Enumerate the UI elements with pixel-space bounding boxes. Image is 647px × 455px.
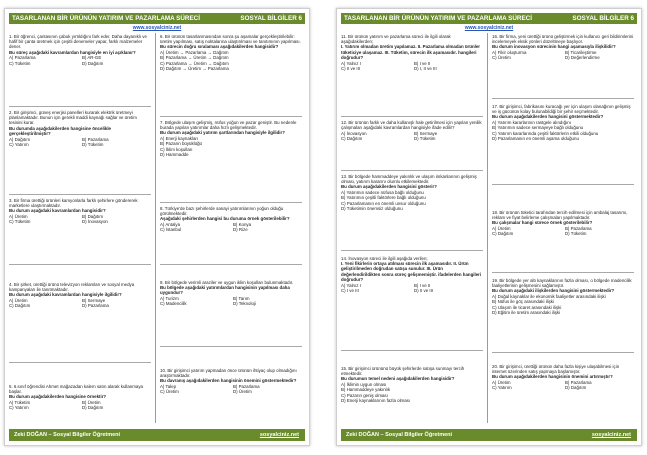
question-stem: Bu durum aşağıdaki kavramlardan hangisidir? xyxy=(9,208,106,214)
option-b[interactable]: B) Pazarlama xyxy=(565,380,592,386)
option-b[interactable]: B) I ve II xyxy=(414,282,431,288)
question-separator xyxy=(492,184,634,185)
option-c[interactable]: C) Pazarın geniş olması xyxy=(341,392,388,398)
question-separator xyxy=(9,194,151,195)
option-d[interactable]: D) Eğitim ile üretim arasındaki ilişki xyxy=(492,309,561,315)
option-a[interactable]: A) Üretim xyxy=(9,298,28,304)
site-link[interactable]: www.sosyalciniz.net xyxy=(464,25,514,31)
option-d[interactable]: D) Hammadde xyxy=(160,151,189,157)
option-a[interactable]: A) Enerji kaynakları xyxy=(160,136,199,142)
option-c[interactable]: C) Tüketim xyxy=(9,60,31,66)
option-b[interactable]: B) Pazarın büyüklüğü xyxy=(160,141,202,147)
option-c[interactable]: C) Ulaşım ile ticaret arasındaki ilişki xyxy=(492,304,562,310)
option-c[interactable]: C) Dağıtım xyxy=(341,136,363,142)
option-a[interactable]: A) Talep xyxy=(160,384,177,390)
option-a[interactable]: A) Tüketim xyxy=(9,400,31,406)
option-d[interactable]: D) II ve III xyxy=(414,287,434,293)
option-b[interactable]: B) Pazarlama xyxy=(82,136,109,142)
option-c[interactable]: C) Tüketim xyxy=(9,219,31,225)
option-a[interactable]: A) Yatırımın sadece nüfusa bağlı olduğunu xyxy=(341,190,424,196)
option-b[interactable]: B) Üretim xyxy=(82,400,101,406)
header-title: TASARLANAN BİR ÜRÜNÜN YATIRIM VE PAZARLAMA SÜRECİ xyxy=(344,15,532,22)
question-9 xyxy=(160,280,302,307)
footer-site-link[interactable]: sosyalciniz.net xyxy=(259,432,299,438)
question-2 xyxy=(9,110,151,147)
question-stem: Bu durum aşağıdakilerden hangisine örnektir? xyxy=(9,394,107,400)
question-text: 19. Bir bölgede yer altı kaynaklarının fazla olması, o bölgede madencilik faaliyetlerinin gelişmesini sağlamıştır. xyxy=(492,278,632,289)
question-16 xyxy=(492,34,634,61)
option-b[interactable]: B) Ticarileştirme xyxy=(565,50,597,56)
option-a[interactable]: A) Fikir oluşturma xyxy=(492,50,527,56)
question-separator xyxy=(9,106,151,107)
question-stem: I. Yeni fikirlerin ortaya atılması sürecin ilk aşamasıdır. II. Ürün geliştirilmeden doğrudan satışa sunulur. III. Ürün değerlendirildikten sonra süreç gelişmemiştir. ifadelerden hangileri doğrudur? xyxy=(341,261,482,282)
option-a[interactable]: A) Doğal kaynaklar ile ekonomik faaliyetler arasındaki ilişki xyxy=(492,294,606,300)
question-separator xyxy=(341,350,483,351)
option-b[interactable]: B) I ve II xyxy=(414,60,431,66)
option-a[interactable]: A) Üretim xyxy=(9,214,28,220)
option-a[interactable]: A) Üretim xyxy=(492,380,511,386)
header-title: TASARLANAN BİR ÜRÜNÜN YATIRIM VE PAZARLAMA SÜRECİ xyxy=(12,15,200,22)
question-stem: Bu durum aşağıdaki kavramlardan hangisiyle ilgilidir? xyxy=(9,292,122,298)
question-text: 7. Bölgede ulaşım gelişmiş, nüfus yoğun ve pazar geniştir. Bu nedenle burada yapılan yatırımlar daha hızlı gelişmektedir. xyxy=(160,120,297,131)
option-d[interactable]: D) Pazarlamanın en önemli aşama olduğunu xyxy=(492,135,579,141)
question-stem: Bu durum aşağıdaki yatırım şartlarından hangisiyle ilgilidir? xyxy=(160,130,285,136)
option-a[interactable]: A) İnovasyon xyxy=(341,130,367,136)
question-text: 3. Bir firma ürettiği ürünleri kamyonlarla farklı şehirlere göndererek marketlere ulaştırmaktadır. xyxy=(9,198,138,209)
option-a[interactable]: A) İklimin uygun olması xyxy=(341,382,387,388)
option-a[interactable]: A) Yalnız I xyxy=(341,60,361,66)
option-b[interactable]: B) Nüfus ile göç arasındaki ilişki xyxy=(492,299,554,305)
question-12 xyxy=(341,120,483,141)
question-separator xyxy=(492,352,634,353)
question-text: 5. 6.sınıf öğrendisi Ahmet mağazadan kalem satın alarak kullanmaya başlar. xyxy=(9,384,143,395)
worksheet-page-2 xyxy=(336,8,642,446)
option-c[interactable]: C) İklim koşulları xyxy=(160,146,193,152)
option-d[interactable]: D) Teknoloji xyxy=(233,301,256,307)
option-a[interactable]: A) Antalya xyxy=(160,222,181,228)
option-a[interactable]: A) Yalnız I xyxy=(341,282,361,288)
option-c[interactable]: C) I ve III xyxy=(341,287,359,293)
option-c[interactable]: C) Yatırım xyxy=(9,405,29,411)
question-stem: I. Yatırım olmadan üretim yapılamaz. II. Pazarlama olmadan ürünler tüketiciye ulaşamaz. III. Tüketim, sürecin ilk aşamasıdır. hangileri doğrudur? xyxy=(341,44,481,60)
option-b[interactable]: B) Pazarlama xyxy=(233,384,260,390)
question-text: 6. Bir ürünün tasarlanmasından sonra şu aşamalar gerçekleştirilebilir: üretim yapılması, satış noktalarına ulaştırılması ve tanıtımının yapılması. xyxy=(160,34,301,45)
option-d[interactable]: D) Pazarlama xyxy=(82,303,109,309)
footer-site-link[interactable]: sosyalciniz.net xyxy=(591,432,631,438)
question-separator xyxy=(341,116,483,117)
option-c[interactable]: C) Üretim xyxy=(160,389,179,395)
question-text: 10. Bir girişimci yatırım yapmadan önce ürünün ihtiyaç olup olmadığını araştırmaktadır. xyxy=(160,368,297,379)
question-stem: Bu durum aşağıdaki ilişkilerden hangisini göstermektedir? xyxy=(492,288,615,294)
option-b[interactable]: B) Yatırımın çeşitli faktörlere bağlı olduğunu xyxy=(341,195,426,201)
question-15 xyxy=(341,366,483,403)
option-a[interactable]: A) Pazarlama xyxy=(9,55,36,61)
question-10 xyxy=(160,368,302,395)
question-13 xyxy=(341,174,483,211)
option-b[interactable]: B) Pazarlama → Üretim → Dağıtım xyxy=(160,55,229,61)
option-c[interactable]: C) II ve III xyxy=(341,65,361,71)
question-text: 12. Bir ürünün farklı ve daha kullanışlı hale getirilmesi için yapılan yenilik çalışmaları aşağıdaki kavramlardan hangisiyle ifade edilir? xyxy=(341,120,482,131)
question-1 xyxy=(9,34,151,66)
question-text: 18. Bir ürünün tüketici tarafından tercih edilmesi için ambalaj tasarımı, reklam ve fiyat belirleme çalışmaları yapılmaktadır. xyxy=(492,210,628,221)
header-subject: SOSYAL BİLGİLER 6 xyxy=(240,15,302,22)
question-separator xyxy=(160,202,302,203)
question-stem: Bu çalışmalar hangi sürece örnek gösterilebilir? xyxy=(492,220,593,226)
option-d[interactable]: D) I, II ve III xyxy=(414,65,437,71)
question-stem: Bu durumda aşağıdakilerden hangisine öncelikle gerçekleştirilmiştir? xyxy=(9,125,111,136)
question-7 xyxy=(160,120,302,157)
column-divider xyxy=(487,33,488,423)
option-d[interactable]: D) Rize xyxy=(233,227,248,233)
question-separator xyxy=(492,98,634,99)
option-a[interactable]: A) Dağıtım xyxy=(9,136,30,142)
question-11 xyxy=(341,34,483,71)
question-text: 1. Bir öğrenci, çantasının çabuk yırtıldığını fark eder. Daha dayanıklı ve hafif bir çanta üretmek için çeşitli denemeler yapar, farklı malzemeler dener. xyxy=(9,34,147,50)
question-5 xyxy=(9,384,151,411)
question-stem: Bu sürecin doğru sıralaması aşağıdakilerden hangisidir? xyxy=(160,44,279,50)
question-stem: Aşağıdaki şehirlerden hangisi bu duruma örnek gösterilebilir? xyxy=(160,216,290,222)
question-20 xyxy=(492,364,634,391)
question-separator xyxy=(9,264,151,265)
option-b[interactable]: B) Sermaye xyxy=(82,298,106,304)
question-stem: Bu süreç aşağıdaki kavramlardan hangisiyle en iyi açıklanır? xyxy=(9,49,136,55)
option-c[interactable]: C) Yatırım xyxy=(492,385,512,391)
option-d[interactable]: D) Dağıtım xyxy=(565,385,587,391)
option-d[interactable]: D) Dağıtım xyxy=(82,60,104,66)
option-a[interactable]: A) Üretim xyxy=(492,226,511,232)
question-separator xyxy=(160,116,302,117)
question-text: 11. Bir ürünün yatırım ve pazarlama süreci ile ilgili olarak aşağıdakilerden; xyxy=(341,34,451,45)
question-text: 2. Bir girişimci, güneş enerjisi panelleri kurarak elektrik üretmeyi planlamaktadır. Bunun için gerekli maddi kaynağı sağlar ve üretim tesisini kurar. xyxy=(9,110,137,126)
question-8 xyxy=(160,206,302,233)
question-separator xyxy=(160,346,302,347)
page-header xyxy=(9,13,305,24)
page-header xyxy=(341,13,637,24)
question-text: 9. Bir bölgede verimli araziler ve uygun iklim koşulları bulunmaktadır. xyxy=(160,280,294,285)
option-d[interactable]: D) Değerlendirme xyxy=(565,55,600,61)
question-separator xyxy=(492,272,634,273)
option-d[interactable]: D) Tüketim xyxy=(414,136,436,142)
worksheet-page-1 xyxy=(4,8,310,446)
question-stem: Bu durumun temel nedeni aşağıdakilerden hangisidir? xyxy=(341,376,455,382)
question-text: 16. Bir firma, yeni ürettiği ürünü geliştirmek için kullanıcı geri bildirimlerini incelemeyek eksik yönleri düzeltmeye başlıyor. xyxy=(492,34,634,45)
option-d[interactable]: D) Enerji kaynaklarının fazla olması xyxy=(341,397,411,403)
question-stem: Bu durum aşağıdakilerden hangisinin önemini artırmıştır? xyxy=(492,374,613,380)
site-link[interactable]: www.sosyalciniz.net xyxy=(132,25,182,31)
option-c[interactable]: C) Yatırım kararlarında çeşitli faktörlerin etkili olduğunu xyxy=(492,130,599,136)
question-separator xyxy=(341,250,483,251)
footer-author: Zeki DOĞAN – Sosyal Bilgiler Öğretmeni xyxy=(346,432,453,438)
question-text: 13. Bir bölgede hammaddeye yakınlık ve ulaşım imkanlarının gelişmiş olması, yatırım kararını olumlu etkilemektedir. xyxy=(341,174,477,185)
option-d[interactable]: D) Üretim xyxy=(233,389,252,395)
option-c[interactable]: C) Pazarlama → Üretim → Dağıtım xyxy=(160,60,229,66)
question-17 xyxy=(492,104,634,141)
question-text: 8. Türkiye'de bazı şehirlerde sanayi yatırımlarının yoğun olduğu görülmektedir. xyxy=(160,206,284,217)
option-c[interactable]: C) Üretim xyxy=(492,55,511,61)
question-separator xyxy=(9,362,151,363)
question-text: 17. Bir girişimci, fabrikasını kuracağı yer için ulaşım olanağının gelişmiş ve iş gücünün kolay bulunabildiği bir şehir seçmektedir. xyxy=(492,104,631,115)
option-d[interactable]: D) Tüketimin önemsiz olduğunu xyxy=(341,205,403,211)
option-b[interactable]: B) Pazarlama xyxy=(565,226,592,232)
option-c[interactable]: C) Madencilik xyxy=(160,301,187,307)
header-subject: SOSYAL BİLGİLER 6 xyxy=(572,15,634,22)
option-d[interactable]: D) Tüketim xyxy=(565,231,587,237)
question-stem: Bu davranış aşağıdakilerden hangisinin önemini göstermektedir? xyxy=(160,378,297,384)
question-text: 14. İnovasyon süreci ile ilgili aşağıda verilen; xyxy=(341,256,428,261)
question-6 xyxy=(160,34,302,71)
column-divider xyxy=(155,33,156,423)
question-stem: Bu durum inovasyon sürecinin hangi aşamasıyla ilişkilidir? xyxy=(492,44,616,50)
option-b[interactable]: B) Hammaddeye yakınlık xyxy=(341,387,391,393)
question-stem: Bu durum aşağıdakilerden hangisini göstermektedir? xyxy=(492,114,604,120)
question-text: 15. Bir girişimci ürününü büyük şehirlerde satışa sunmayı tercih etmektedir. xyxy=(341,366,465,377)
question-stem: Bu durum aşağıdakilerden hangisini gösterir? xyxy=(341,184,437,190)
page-footer xyxy=(341,429,637,441)
question-3 xyxy=(9,198,151,225)
question-14 xyxy=(341,256,483,293)
option-d[interactable]: D) Tüketim xyxy=(82,141,104,147)
option-d[interactable]: D) Dağıtım xyxy=(82,405,104,411)
option-b[interactable]: B) AR-GE xyxy=(82,55,102,61)
option-c[interactable]: C) Yatırım xyxy=(9,141,29,147)
question-text: 20. Bir girişimci, ürettiği ürünün daha fazla kişiye ulaşabilmesi için internet üzerinden satış yapmaya başlamıştır. xyxy=(492,364,620,375)
option-b[interactable]: B) Yatırımın sadece sermayeye bağlı olduğunu xyxy=(492,125,584,131)
option-a[interactable]: A) Turizm xyxy=(160,296,179,302)
option-d[interactable]: D) Dağıtım → Üretim → Pazarlama xyxy=(160,65,229,71)
question-4 xyxy=(9,282,151,309)
option-d[interactable]: D) İnovasyon xyxy=(82,219,108,225)
question-18 xyxy=(492,210,634,237)
option-c[interactable]: C) Pazarlamanın en önemli unsur olduğunu xyxy=(341,200,426,206)
question-text: 4. Bir şirket, ürettiği ürünü televizyon reklamları ve sosyal medya kampanyaları ile tanıtmaktadır. xyxy=(9,282,135,293)
option-c[interactable]: C) İstanbul xyxy=(160,227,182,233)
option-a[interactable]: A) Yatırım kararlarının rastgele alındığını xyxy=(492,120,571,126)
option-b[interactable]: B) Sermaye xyxy=(414,130,438,136)
option-a[interactable]: A) Üretim → Pazarlama → Dağıtım xyxy=(160,50,229,56)
option-c[interactable]: C) Dağıtım xyxy=(492,231,514,237)
option-b[interactable]: B) Konya xyxy=(233,222,252,228)
question-separator xyxy=(160,264,302,265)
question-stem: Bu bölgede aşağıdaki yatırımlardan hangisinin yapılması daha uygundur? xyxy=(160,285,290,296)
option-b[interactable]: B) Tarım xyxy=(233,296,250,302)
option-c[interactable]: C) Dağıtım xyxy=(9,303,31,309)
question-19 xyxy=(492,278,634,315)
question-separator xyxy=(341,170,483,171)
option-b[interactable]: B) Dağıtım xyxy=(82,214,103,220)
footer-author: Zeki DOĞAN – Sosyal Bilgiler Öğretmeni xyxy=(14,432,121,438)
page-footer xyxy=(9,429,305,441)
